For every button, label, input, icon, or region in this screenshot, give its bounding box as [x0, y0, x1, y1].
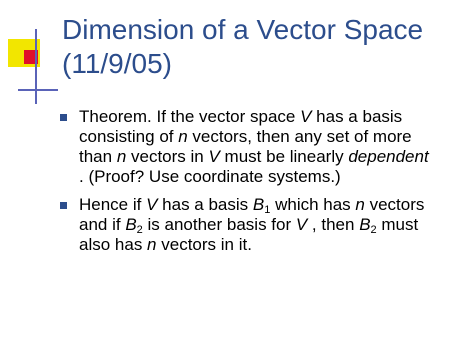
text-run: vectors, then any set of more than [79, 127, 412, 166]
decorative-vertical-line [35, 29, 37, 104]
text-run: must be linearly [219, 147, 349, 166]
italic-run: n [355, 195, 365, 214]
bullet-item-hence [57, 195, 437, 255]
text-run: vectors in [126, 147, 209, 166]
bullet-item-theorem [57, 107, 437, 187]
slide-title-line2: (11/9/05) [62, 48, 172, 79]
text-run: vectors in it. [156, 235, 252, 254]
italic-run: B [252, 195, 265, 214]
subscript: 2 [370, 224, 377, 236]
text-run: must also has [79, 215, 419, 254]
square-bullet-icon [60, 202, 67, 209]
text-run: which has [270, 195, 356, 214]
italic-run: n [178, 127, 188, 146]
text-run: has a basis consisting of [79, 107, 403, 146]
bullet-list [57, 107, 437, 263]
text-run: , then [307, 215, 360, 234]
subscript: 1 [264, 204, 271, 216]
text-run: Theorem. If the vector space [79, 107, 301, 126]
text-run: has a basis [157, 195, 253, 214]
italic-run: n [116, 147, 127, 166]
italic-run: V [300, 107, 312, 126]
slide-title [62, 13, 442, 81]
subscript: 2 [136, 224, 143, 236]
text-run: Hence if [79, 195, 147, 214]
text-run: . (Proof? Use coordinate systems.) [79, 167, 341, 186]
italic-run: V [146, 195, 158, 214]
italic-run: B [125, 215, 137, 234]
bullet-text [79, 195, 424, 254]
italic-run: dependent [348, 147, 429, 166]
text-run: vectors and if [79, 195, 425, 234]
square-bullet-icon [60, 114, 67, 121]
italic-run: V [208, 147, 220, 166]
slide-title-line1: Dimension of a Vector Space [62, 14, 424, 45]
italic-run: n [147, 235, 157, 254]
italic-run: V [295, 215, 308, 234]
decorative-horizontal-line [18, 89, 58, 91]
bullet-text [79, 107, 429, 186]
text-run: is another basis for [142, 215, 296, 234]
italic-run: B [359, 215, 371, 234]
